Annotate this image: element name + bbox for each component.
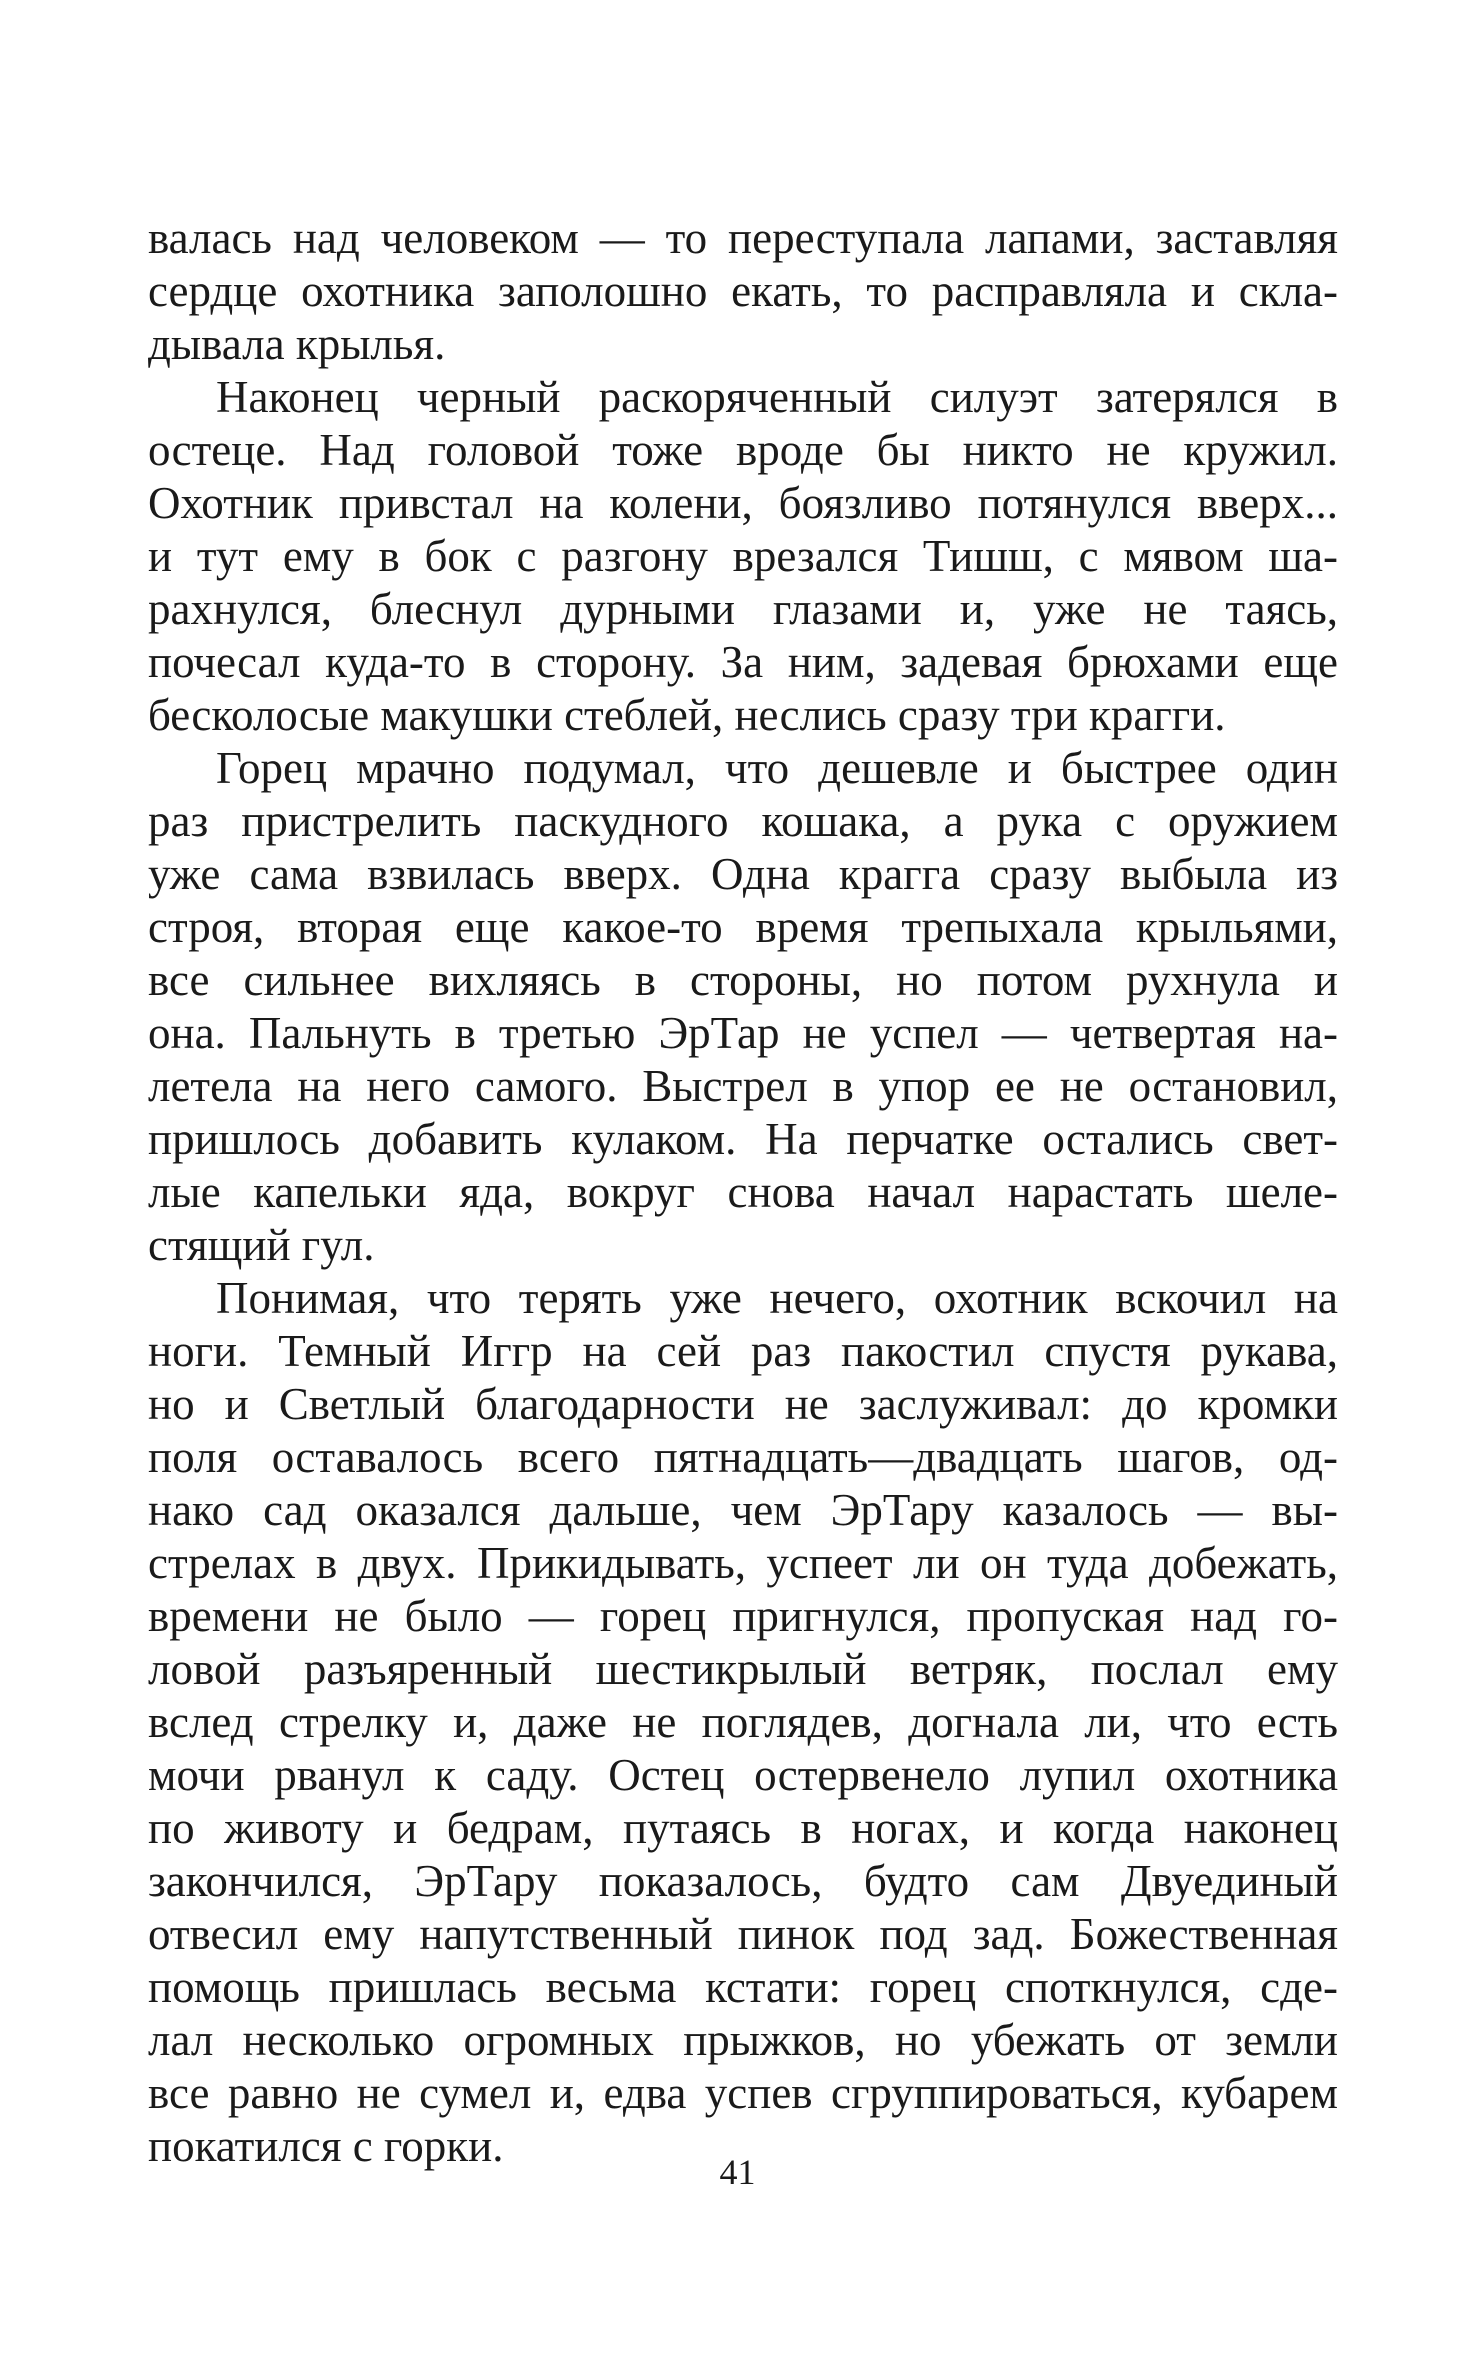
text-line: лые капельки яда, вокруг снова начал нарастать шеле- xyxy=(148,1167,1338,1217)
text-line: стрелах в двух. Прикидывать, успеет ли он туда добежать, xyxy=(148,1538,1338,1588)
paragraph xyxy=(148,1272,1338,2173)
text-line: все равно не сумел и, едва успев сгруппироваться, кубарем xyxy=(148,2068,1338,2118)
text-line: стящий гул. xyxy=(148,1220,375,1270)
text-line: уже сама взвилась вверх. Одна крагга сразу выбыла из xyxy=(148,849,1338,899)
text-line: валась над человеком — то переступала лапами, заставляя xyxy=(148,213,1338,263)
text-line: она. Пальнуть в третью ЭрТар не успел — четвертая на- xyxy=(148,1008,1338,1058)
text-line: нако сад оказался дальше, чем ЭрТару казалось — вы- xyxy=(148,1485,1338,1535)
text-line: рахнулся, блеснул дурными глазами и, уже не таясь, xyxy=(148,584,1338,634)
text-line: мочи рванул к саду. Остец остервенело лупил охотника xyxy=(148,1750,1338,1800)
text-line: лал несколько огромных прыжков, но убежать от земли xyxy=(148,2015,1338,2065)
text-line: Понимая, что терять уже нечего, охотник вскочил на xyxy=(216,1273,1338,1323)
text-line: но и Светлый благодарности не заслуживал: до кромки xyxy=(148,1379,1338,1429)
text-line: летела на него самого. Выстрел в упор ее не остановил, xyxy=(148,1061,1338,1111)
text-line: закончился, ЭрТару показалось, будто сам Двуединый xyxy=(148,1856,1338,1906)
text-line: все сильнее вихляясь в стороны, но потом рухнула и xyxy=(148,955,1338,1005)
body-text xyxy=(148,212,1338,2173)
text-line: сердце охотника заполошно екать, то расправляла и скла- xyxy=(148,266,1338,316)
paragraph xyxy=(148,371,1338,742)
text-line: отвесил ему напутственный пинок под зад. Божественная xyxy=(148,1909,1338,1959)
text-line: строя, вторая еще какое-то время трепыхала крыльями, xyxy=(148,902,1338,952)
text-line: пришлось добавить кулаком. На перчатке остались свет- xyxy=(148,1114,1338,1164)
text-line: и тут ему в бок с разгону врезался Тишш, с мявом ша- xyxy=(148,531,1338,581)
text-line: времени не было — горец пригнулся, пропуская над го- xyxy=(148,1591,1338,1641)
text-line: помощь пришлась весьма кстати: горец споткнулся, сде- xyxy=(148,1962,1338,2012)
text-line: ноги. Темный Иггр на сей раз пакостил спустя рукава, xyxy=(148,1326,1338,1376)
text-line: Охотник привстал на колени, боязливо потянулся вверх... xyxy=(148,478,1338,528)
paragraph xyxy=(148,212,1338,371)
text-line: покатился с горки. xyxy=(148,2121,504,2171)
text-line: Наконец черный раскоряченный силуэт затерялся в xyxy=(216,372,1338,422)
text-line: поля оставалось всего пятнадцать—двадцать шагов, од- xyxy=(148,1432,1338,1482)
paragraph xyxy=(148,742,1338,1272)
page-number: 41 xyxy=(719,2152,756,2192)
text-line: дывала крылья. xyxy=(148,319,446,369)
text-line: бесколосые макушки стеблей, неслись сразу три крагги. xyxy=(148,690,1226,740)
text-line: Горец мрачно подумал, что дешевле и быстрее один xyxy=(216,743,1338,793)
text-line: остеце. Над головой тоже вроде бы никто не кружил. xyxy=(148,425,1338,475)
text-line: ловой разъяренный шестикрылый ветряк, послал ему xyxy=(148,1644,1338,1694)
text-line: почесал куда-то в сторону. За ним, задевая брюхами еще xyxy=(148,637,1338,687)
text-line: раз пристрелить паскудного кошака, а рука с оружием xyxy=(148,796,1338,846)
text-line: по животу и бедрам, путаясь в ногах, и когда наконец xyxy=(148,1803,1338,1853)
text-line: вслед стрелку и, даже не поглядев, догнала ли, что есть xyxy=(148,1697,1338,1747)
